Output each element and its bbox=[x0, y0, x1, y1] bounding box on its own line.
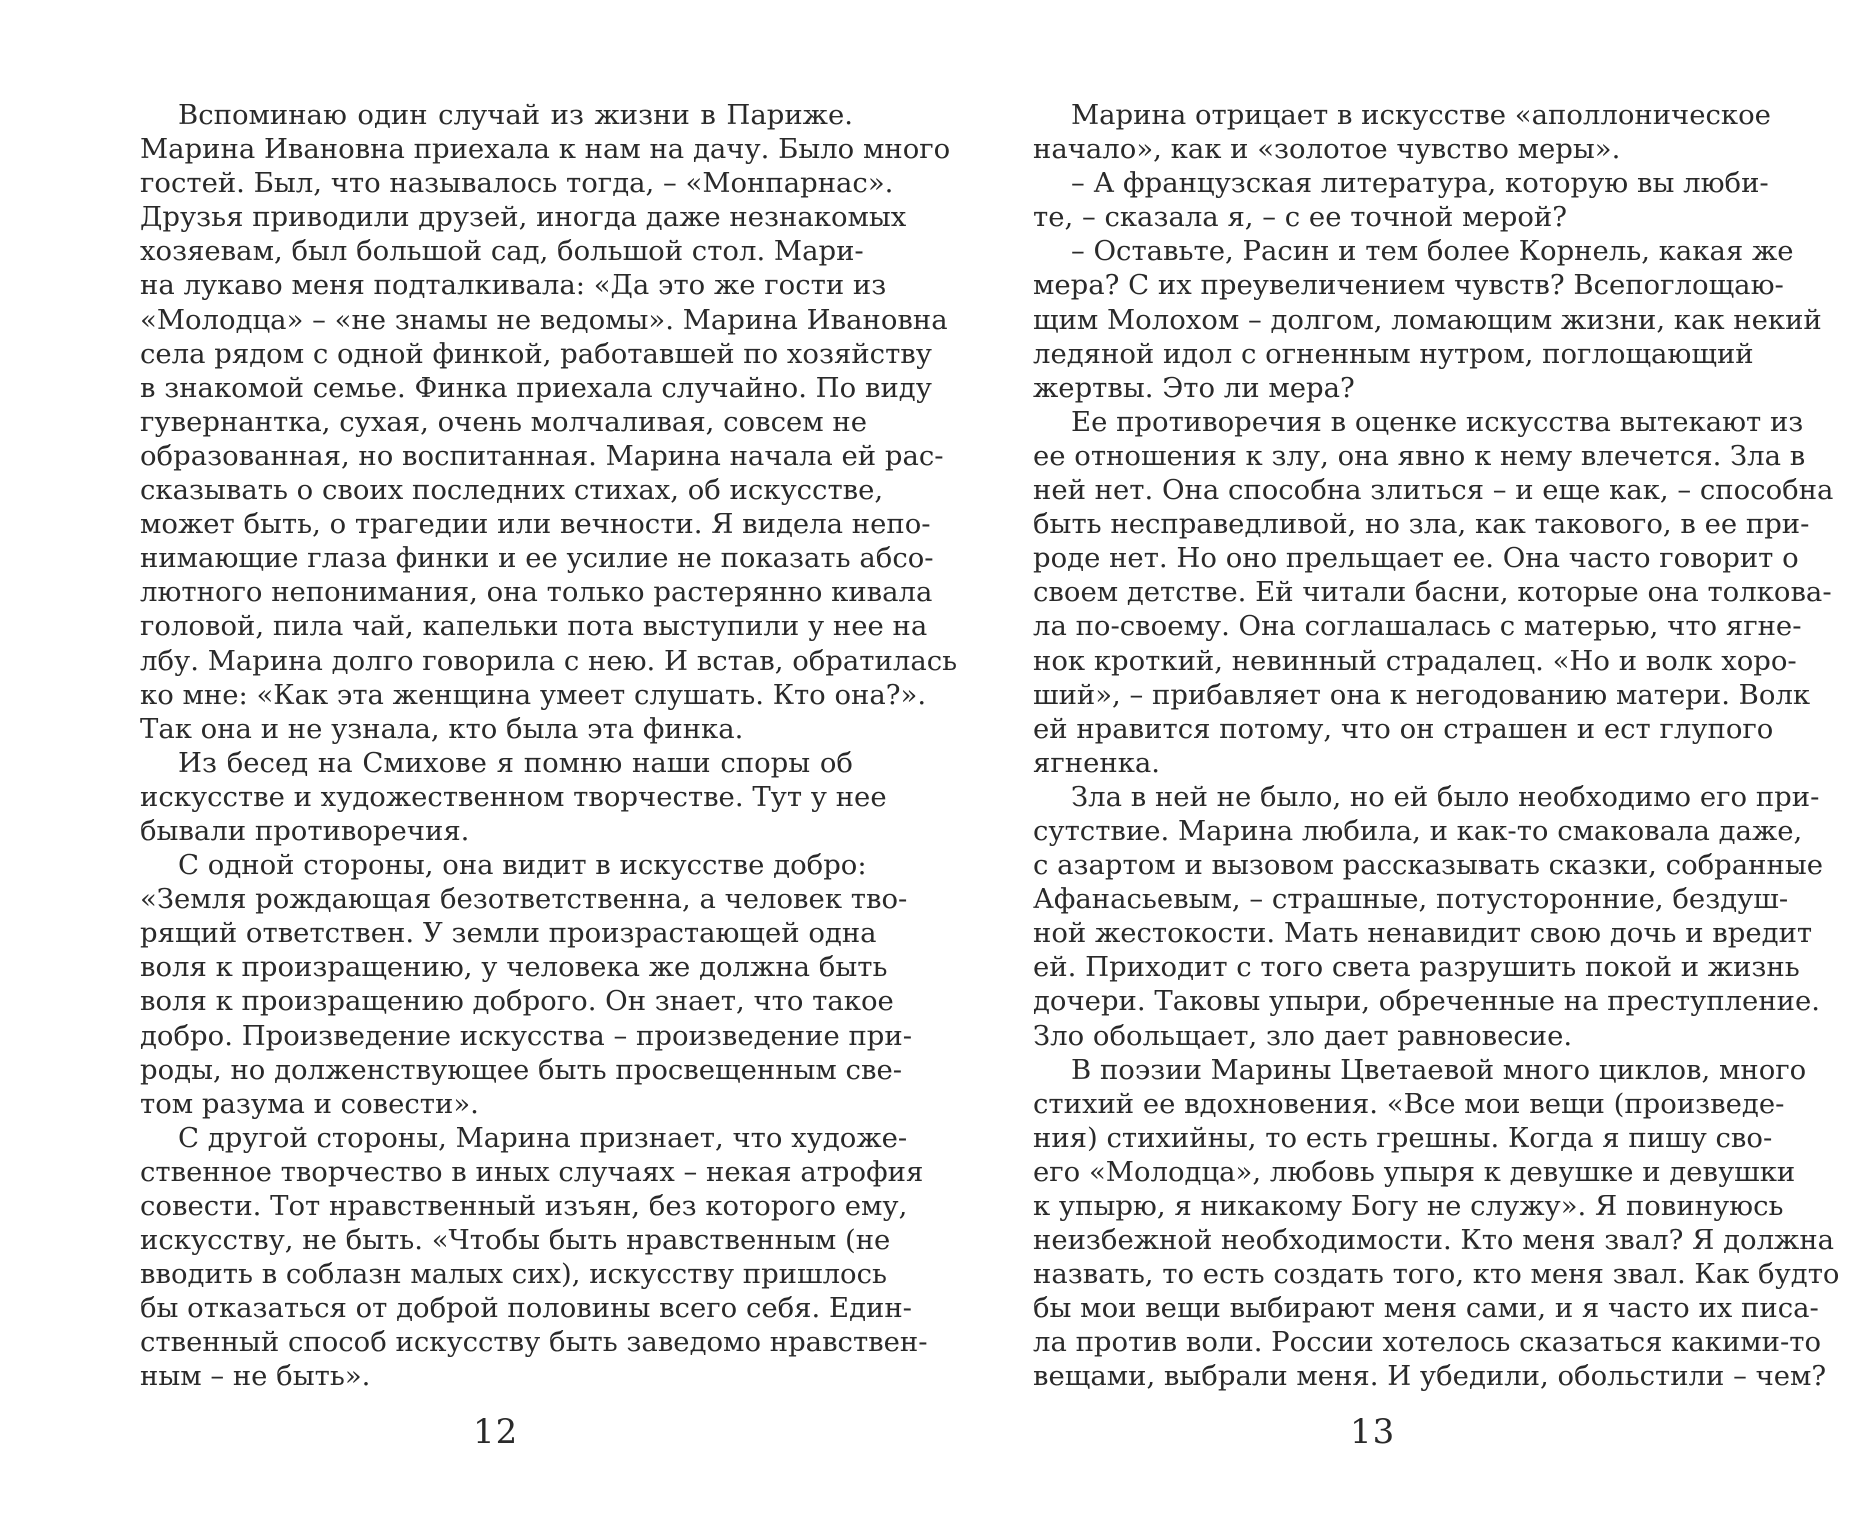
text-line: быть несправедливой, но зла, как такового, в ее при- bbox=[1033, 508, 1810, 541]
text-line: вещами, выбрали меня. И убедили, обольстили – чем? bbox=[1033, 1360, 1827, 1393]
text-line: ла по-своему. Она соглашалась с матерью, что ягне- bbox=[1033, 610, 1802, 643]
text-line: ко мне: «Как эта женщина умеет слушать. Кто она?». bbox=[140, 678, 927, 711]
text-line: назвать, то есть создать того, кто меня звал. Как будто bbox=[1033, 1258, 1840, 1291]
page-number: 13 bbox=[1350, 1412, 1396, 1452]
text-line: ней нет. Она способна злиться – и еще как, – способна bbox=[1033, 474, 1834, 507]
text-line: Друзья приводили друзей, иногда даже незнакомых bbox=[140, 201, 907, 234]
text-line: Марина Ивановна приехала к нам на дачу. Было много bbox=[140, 133, 951, 166]
text-line: стихий ее вдохновения. «Все мои вещи (произведе- bbox=[1033, 1087, 1785, 1120]
text-line: нок кроткий, невинный страдалец. «Но и волк хоро- bbox=[1033, 644, 1797, 677]
text-line: С другой стороны, Марина признает, что художе- bbox=[178, 1121, 908, 1154]
text-line: лбу. Марина долго говорила с нею. И встав, обратилась bbox=[140, 644, 958, 677]
text-line: дочери. Таковы упыри, обреченные на преступление. bbox=[1033, 985, 1820, 1018]
text-line: том разума и совести». bbox=[140, 1087, 479, 1120]
text-line: Из бесед на Смихове я помню наши споры об bbox=[178, 746, 853, 779]
text-line: к упырю, я никакому Богу не служу». Я повинуюсь bbox=[1033, 1190, 1784, 1222]
text-line: Так она и не узнала, кто была эта финка. bbox=[140, 712, 744, 745]
text-line: воля к произращению, у человека же должна быть bbox=[140, 951, 888, 984]
text-line: совести. Тот нравственный изъян, без которого ему, bbox=[140, 1190, 908, 1222]
text-line: вводить в соблазн малых сих), искусству пришлось bbox=[140, 1258, 887, 1291]
text-line: Вспоминаю один случай из жизни в Париже. bbox=[178, 99, 853, 131]
text-line: нимающие глаза финки и ее усилие не показать абсо- bbox=[140, 542, 934, 575]
text-line: добро. Произведение искусства – произведение при- bbox=[140, 1019, 913, 1052]
text-line: гувернантка, сухая, очень молчаливая, совсем не bbox=[140, 405, 868, 438]
text-line: ее отношения к злу, она явно к нему влечется. Зла в bbox=[1033, 439, 1806, 472]
text-line: роде нет. Но оно прельщает ее. Она часто говорит о bbox=[1033, 542, 1799, 575]
text-line: начало», как и «золотое чувство меры». bbox=[1033, 133, 1621, 166]
text-line: своем детстве. Ей читали басни, которые она толкова- bbox=[1033, 576, 1832, 609]
text-line: сутствие. Марина любила, и как-то смаковала даже, bbox=[1033, 814, 1803, 847]
text-line: Зло обольщает, зло дает равновесие. bbox=[1033, 1019, 1573, 1052]
text-line: села рядом с одной финкой, работавшей по хозяйству bbox=[140, 337, 932, 370]
text-line: головой, пила чай, капельки пота выступили у нее на bbox=[140, 610, 928, 643]
text-line: Зла в ней не было, но ей было необходимо его при- bbox=[1071, 780, 1820, 813]
text-line: может быть, о трагедии или вечности. Я видела непо- bbox=[140, 508, 931, 541]
text-line: мера? С их преувеличением чувств? Всепоглощаю- bbox=[1033, 269, 1784, 302]
text-line: искусству, не быть. «Чтобы быть нравственным (не bbox=[140, 1224, 891, 1257]
text-line: ей нравится потому, что он страшен и ест глупого bbox=[1033, 712, 1774, 745]
text-line: те, – сказала я, – с ее точной мерой? bbox=[1033, 201, 1568, 234]
text-line: «Молодца» – «не знамы не ведомы». Марина Ивановна bbox=[140, 303, 948, 336]
text-line: хозяевам, был большой сад, большой стол. Мари- bbox=[140, 235, 864, 268]
text-line: В поэзии Марины Цветаевой много циклов, много bbox=[1071, 1053, 1807, 1086]
text-line: – Оставьте, Расин и тем более Корнель, какая же bbox=[1071, 235, 1794, 268]
text-line: ягненка. bbox=[1033, 746, 1161, 779]
text-line: Афанасьевым, – страшные, потусторонние, бездуш- bbox=[1033, 883, 1789, 916]
text-line: – А французская литература, которую вы люби- bbox=[1071, 167, 1769, 200]
text-line: роды, но долженствующее быть просвещенным све- bbox=[140, 1053, 903, 1086]
text-line: С одной стороны, она видит в искусстве добро: bbox=[178, 849, 867, 882]
text-line: ным – не быть». bbox=[140, 1360, 371, 1393]
text-line: лютного непонимания, она только растерянно кивала bbox=[140, 576, 933, 609]
text-line: искусстве и художественном творчестве. Тут у нее bbox=[140, 780, 887, 813]
text-line: с азартом и вызовом рассказывать сказки, собранные bbox=[1033, 849, 1823, 882]
text-line: на лукаво меня подталкивала: «Да это же гости из bbox=[140, 269, 887, 302]
text-line: в знакомой семье. Финка приехала случайно. По виду bbox=[140, 371, 932, 404]
text-line: ла против воли. России хотелось сказаться какими-то bbox=[1033, 1326, 1822, 1359]
text-line: «Земля рождающая безответственна, а человек тво- bbox=[140, 883, 908, 916]
text-line: Марина отрицает в искусстве «аполлоническое bbox=[1071, 99, 1771, 131]
text-line: бывали противоречия. bbox=[140, 814, 470, 847]
text-line: гостей. Был, что называлось тогда, – «Монпарнас». bbox=[140, 167, 894, 200]
text-line: неизбежной необходимости. Кто меня звал? Я должна bbox=[1033, 1224, 1835, 1257]
page-number: 12 bbox=[473, 1412, 519, 1452]
text-line: ледяной идол с огненным нутром, поглощающий bbox=[1033, 337, 1754, 370]
text-line: бы мои вещи выбирают меня сами, и я часто их писа- bbox=[1033, 1292, 1819, 1325]
right-page-text bbox=[1033, 98, 1840, 1394]
text-line: бы отказаться от доброй половины всего себя. Един- bbox=[140, 1292, 912, 1325]
text-line: рящий ответствен. У земли произрастающей одна bbox=[140, 917, 877, 950]
text-line: Ее противоречия в оценке искусства вытекают из bbox=[1071, 405, 1804, 438]
text-line: жертвы. Это ли мера? bbox=[1033, 371, 1355, 404]
text-line: воля к произращению доброго. Он знает, что такое bbox=[140, 985, 894, 1018]
text-line: щим Молохом – долгом, ломающим жизни, как некий bbox=[1033, 303, 1822, 336]
text-line: ственное творчество в иных случаях – некая атрофия bbox=[140, 1155, 924, 1188]
left-page-text bbox=[140, 98, 958, 1394]
text-line: ния) стихийны, то есть грешны. Когда я пишу сво- bbox=[1033, 1121, 1773, 1154]
text-line: сказывать о своих последних стихах, об искусстве, bbox=[140, 474, 884, 507]
text-line: ственный способ искусству быть заведомо нравствен- bbox=[140, 1326, 928, 1359]
right-page bbox=[934, 0, 1869, 1521]
text-line: ной жестокости. Мать ненавидит свою дочь и вредит bbox=[1033, 917, 1813, 950]
text-line: ей. Приходит с того света разрушить покой и жизнь bbox=[1033, 951, 1800, 984]
text-line: образованная, но воспитанная. Марина начала ей рас- bbox=[140, 439, 944, 472]
text-line: его «Молодца», любовь упыря к девушке и девушки bbox=[1033, 1155, 1796, 1188]
text-line: ший», – прибавляет она к негодованию матери. Волк bbox=[1033, 678, 1811, 711]
